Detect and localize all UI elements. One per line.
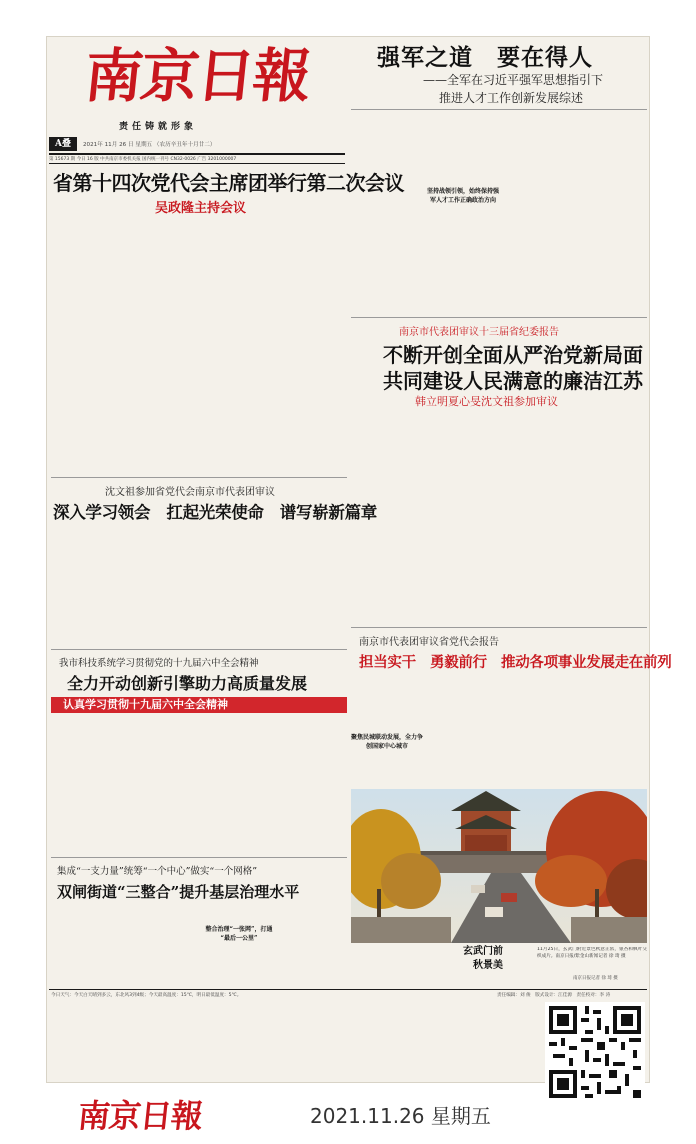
- story6-inner-head: [203, 925, 275, 943]
- story6-col-1: [51, 903, 123, 985]
- story1-col-1: [51, 217, 123, 467]
- story6-col-4: [277, 903, 347, 985]
- story4-col-2: [127, 719, 199, 839]
- newspaper-page: [46, 36, 672, 1083]
- masthead-rule-bottom: [49, 163, 345, 164]
- story3-col-4: [577, 411, 647, 621]
- story6-col-3: [203, 903, 273, 925]
- lead-col-4: [579, 115, 647, 311]
- story5-col-2: [427, 673, 499, 785]
- photo-title-2: 秋景美: [473, 960, 503, 971]
- story6-col-2: [127, 903, 199, 985]
- story2-col-1: [51, 525, 123, 643]
- story5-kicker: 南京市代表团审议省党代会报告: [359, 637, 499, 648]
- lead-col-1: [351, 115, 421, 311]
- photo-caption: 11月25日，玄武门附近景色秋意正浓，银杏和枫叶交织成片。南京日报/紫金山新闻记者 徐 琦 摄: [537, 947, 647, 959]
- lead-inner-head-1: 坚持战领引领，始终保持强: [427, 188, 500, 195]
- footer-weather: 今日天气：今天白天晴到多云，东北风3到4级；今天最高温度：15℃，明日最低温度：5℃。: [51, 993, 242, 998]
- story3-title-2: 共同建设人民满意的廉洁江苏: [383, 369, 643, 393]
- story2-kicker: 沈文祖参加省党代会南京市代表团审议: [105, 487, 275, 498]
- bottom-date: 2021.11.26 星期五: [310, 1104, 491, 1128]
- story4-col-4: [277, 719, 347, 839]
- story5-col-1: [351, 673, 423, 733]
- story5-col-4: [577, 673, 647, 785]
- story2-col-3: [203, 525, 273, 643]
- story2-title: 深入学习领会 扛起光荣使命 谱写崭新篇章: [53, 503, 378, 522]
- story6-divider: [51, 857, 347, 858]
- bottom-logo: 南京日報: [76, 1097, 205, 1135]
- footer-editors: 责任编辑：刘 俊 版式设计：江佳源 责任校对：李 涛: [497, 993, 611, 998]
- photo-title: [463, 945, 533, 973]
- qr-code-image: [545, 1002, 645, 1102]
- lead-subtitle-1: ——全军在习近平强军思想指引下: [423, 73, 604, 87]
- story6-inner-head-1: 整合治理“一张网”，打通: [205, 926, 273, 933]
- story5-inner-head-2: 创国家中心城市: [365, 743, 408, 750]
- photo-credit: 南京日报记者 徐 琦 摄: [573, 976, 618, 981]
- story1-col-2: [127, 217, 199, 467]
- story5-inner-head-1: 聚焦民城联动发展，全力争: [351, 734, 424, 741]
- story4-title: 全力开动创新引擎助力高质量发展: [67, 674, 308, 693]
- story6-col-3b: [203, 945, 273, 985]
- lead-subtitle-2: 推进人才工作创新发展综述: [439, 91, 584, 105]
- story2-col-2: [127, 525, 199, 643]
- story4-kicker: 我市科技系统学习贯彻党的十九届六中全会精神: [59, 658, 259, 669]
- lead-inner-head-2: 军人才工作正确政治方向: [429, 197, 496, 204]
- photo-title-1: 玄武门前: [463, 946, 503, 957]
- masthead-slogan: 责任铸就形象: [119, 122, 198, 132]
- story3-col-2: [427, 411, 499, 621]
- issue-line: 第 15673 期 今日 16 版 中共南京市委机关报 国内统一刊号 CN32-0026 广告 3201000007: [49, 157, 237, 162]
- qr-code[interactable]: [545, 1002, 645, 1102]
- story4-col-3: [203, 719, 273, 839]
- story2-divider: [51, 477, 347, 478]
- story6-title: 双闸街道“三整合”提升基层治理水平: [57, 883, 300, 901]
- masthead-rule: [49, 153, 345, 155]
- story4-banner: 认真学习贯彻十九届六中全会精神: [51, 697, 347, 713]
- lead-divider: [351, 109, 647, 110]
- lead-col-3: [503, 115, 573, 311]
- story1-col-4: [277, 217, 347, 467]
- story5-col-3: [503, 673, 573, 785]
- story1-subtitle: 吴政隆主持会议: [155, 201, 247, 216]
- lead-inner-head: [427, 187, 499, 205]
- story5-divider: [351, 627, 647, 628]
- story4-col-1: [51, 719, 123, 839]
- story3-col-3: [503, 411, 573, 621]
- story6-kicker: 集成“一支力量”统筹“一个中心”做实“一个网格”: [57, 866, 258, 877]
- story6-inner-head-2: “最后一公里”: [220, 935, 258, 942]
- story2-col-4: [277, 525, 347, 643]
- footer-rule: [49, 989, 647, 990]
- lead-col-2: [427, 115, 497, 185]
- story5-title: 担当实干 勇毅前行 推动各项事业发展走在前列: [359, 654, 672, 671]
- lead-col-2b: [427, 209, 497, 311]
- story3-title-1: 不断开创全面从严治党新局面: [383, 343, 643, 367]
- story3-subtitle: 韩立明夏心旻沈文祖参加审议: [415, 395, 558, 408]
- date-line: 2021年 11月 26 日 星期五 （农历辛丑年十月廿二）: [83, 142, 216, 148]
- edition-badge: A叠: [49, 137, 77, 151]
- story5-col-1b: [351, 753, 423, 785]
- lead-title: 强军之道 要在得人: [377, 44, 593, 71]
- story3-divider: [351, 317, 647, 318]
- masthead-logo: 南京日報: [81, 42, 313, 110]
- news-photo: [351, 789, 647, 943]
- story4-divider: [51, 649, 347, 650]
- story1-col-3: [203, 217, 273, 467]
- story5-inner-head: [351, 733, 423, 751]
- autumn-scene-image: [351, 789, 647, 943]
- story1-title: 省第十四次党代会主席团举行第二次会议: [53, 171, 404, 195]
- story3-kicker: 南京市代表团审议十三届省纪委报告: [399, 327, 559, 338]
